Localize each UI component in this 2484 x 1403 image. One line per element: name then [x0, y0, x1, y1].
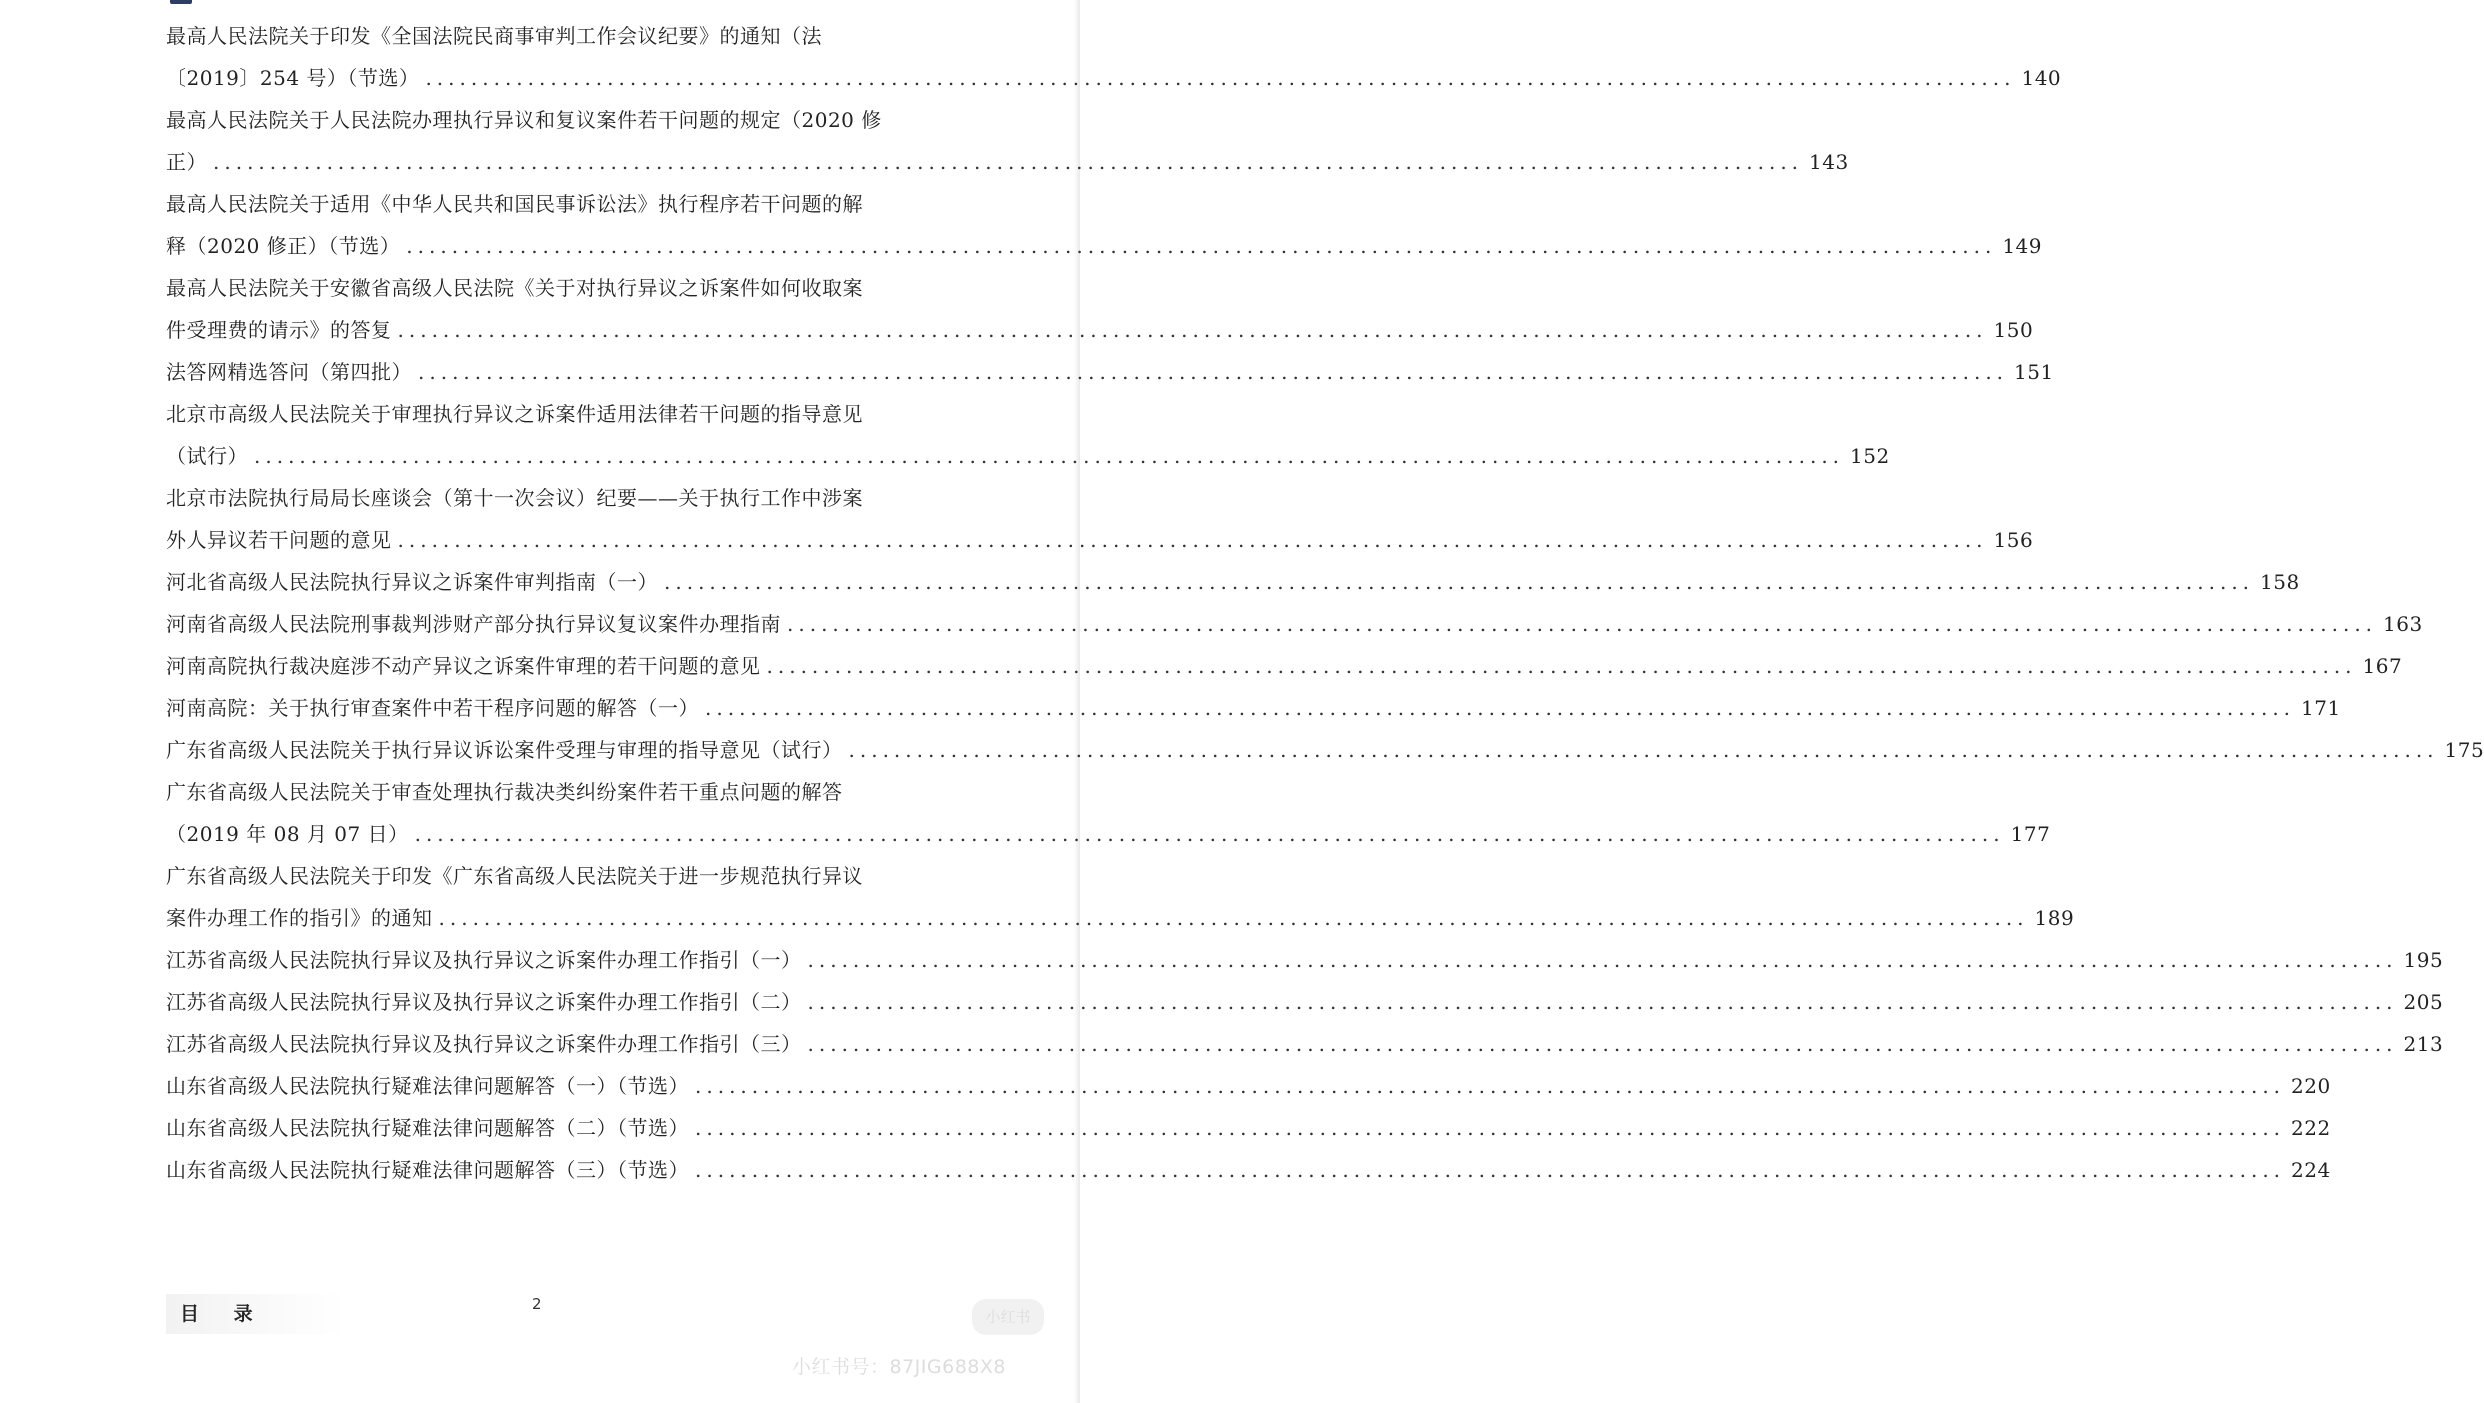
toc-entry-title-line: 〔2019〕254 号）（节选） [166, 66, 420, 90]
table-of-contents [166, 15, 2484, 1191]
toc-entry-leader-row [166, 729, 2484, 771]
dot-leader: ............................................................................................................................................ [397, 528, 1988, 552]
toc-entry-leader-row [166, 351, 2054, 393]
toc-entry-page-number: 205 [2403, 990, 2444, 1014]
toc-entry-leader-row [166, 561, 2300, 603]
header-decoration [170, 0, 192, 4]
dot-leader: ............................................................................................................................................ [695, 1116, 2286, 1140]
toc-entry-title-line: 释（2020 修正）（节选） [166, 234, 401, 258]
toc-entry[interactable] [166, 99, 1849, 183]
toc-entry[interactable] [166, 1023, 2444, 1065]
toc-entry[interactable] [166, 15, 2062, 99]
toc-entry-title-line: 最高人民法院关于人民法院办理执行异议和复议案件若干问题的规定（2020 修 [166, 108, 882, 132]
toc-entry-leader-row [166, 519, 2034, 561]
toc-entry-title-line: （试行） [166, 444, 248, 468]
toc-entry[interactable] [166, 393, 1890, 477]
toc-entry-title-line: （2019 年 08 月 07 日） [166, 822, 409, 846]
toc-entry-page-number: 195 [2403, 948, 2444, 972]
toc-entry[interactable] [166, 855, 2075, 939]
toc-entry-title-line: 河北省高级人民法院执行异议之诉案件审判指南（一） [166, 570, 658, 594]
toc-entry[interactable] [166, 645, 2403, 687]
dot-leader: ............................................................................................................................................ [418, 360, 2009, 384]
toc-entry-page-number: 158 [2260, 570, 2300, 594]
toc-entry-page-number: 152 [1850, 444, 1890, 468]
toc-entry-title-line: 江苏省高级人民法院执行异议及执行异议之诉案件办理工作指引（二） [166, 990, 802, 1014]
toc-entry-title-line: 北京市高级人民法院关于审理执行异议之诉案件适用法律若干问题的指导意见 [166, 402, 863, 426]
toc-entry-leader-row [166, 435, 1890, 477]
toc-entry-leader-row [166, 57, 2062, 99]
dot-leader: ............................................................................................................................................ [705, 696, 2296, 720]
toc-entry-leader-row [166, 1149, 2331, 1191]
dot-leader: ............................................................................................................................................ [397, 318, 1988, 342]
section-title: 目 录 [166, 1294, 346, 1334]
toc-entry-leader-row [166, 813, 2051, 855]
toc-entry-page-number: 222 [2291, 1116, 2331, 1140]
toc-entry-page-number: 140 [2021, 66, 2062, 90]
toc-entry-page-number: 149 [2002, 234, 2042, 258]
toc-entry-title-line: 最高人民法院关于安徽省高级人民法院《关于对执行异议之诉案件如何收取案 [166, 276, 863, 300]
toc-entry-title-line: 正） [166, 150, 207, 174]
toc-entry-title-line: 山东省高级人民法院执行疑难法律问题解答（三）（节选） [166, 1158, 689, 1182]
toc-entry-page-number: 156 [1993, 528, 2034, 552]
toc-entry[interactable] [166, 183, 2042, 267]
toc-entry-leader-row [166, 1023, 2444, 1065]
toc-entry-page-number: 220 [2291, 1074, 2331, 1098]
toc-entry-title-line: 件受理费的请示》的答复 [166, 318, 392, 342]
toc-entry-leader-row [166, 141, 1849, 183]
toc-entry[interactable] [166, 939, 2444, 981]
toc-entry-title-line: 最高人民法院关于适用《中华人民共和国民事诉讼法》执行程序若干问题的解 [166, 192, 863, 216]
toc-entry[interactable] [166, 1065, 2331, 1107]
toc-entry-title-line: 外人异议若干问题的意见 [166, 528, 392, 552]
toc-entry-title-line: 江苏省高级人民法院执行异议及执行异议之诉案件办理工作指引（三） [166, 1032, 802, 1056]
toc-entry-title-line: 法答网精选答问（第四批） [166, 360, 412, 384]
toc-entry-title-line: 北京市法院执行局局长座谈会（第十一次会议）纪要——关于执行工作中涉案 [166, 486, 863, 510]
toc-entry-title-line: 案件办理工作的指引》的通知 [166, 906, 433, 930]
toc-entry[interactable] [166, 1107, 2331, 1149]
toc-entry-title-line: 江苏省高级人民法院执行异议及执行异议之诉案件办理工作指引（一） [166, 948, 802, 972]
toc-entry[interactable] [166, 351, 2054, 393]
toc-entry-leader-row [166, 1065, 2331, 1107]
toc-entry[interactable] [166, 477, 2034, 561]
toc-entry-title-line: 广东省高级人民法院关于印发《广东省高级人民法院关于进一步规范执行异议 [166, 864, 863, 888]
toc-entry-leader-row [166, 1107, 2331, 1149]
toc-entry[interactable] [166, 771, 2051, 855]
toc-entry-page-number: 150 [1993, 318, 2034, 342]
dot-leader: ............................................................................................................................................ [695, 1074, 2286, 1098]
dot-leader: ............................................................................................................................................ [254, 444, 1845, 468]
toc-entry[interactable] [166, 561, 2300, 603]
dot-leader: ............................................................................................................................................ [213, 150, 1804, 174]
toc-entry-page-number: 189 [2034, 906, 2075, 930]
toc-entry-page-number: 177 [2010, 822, 2051, 846]
toc-entry-leader-row [166, 981, 2444, 1023]
toc-entry-title-line: 山东省高级人民法院执行疑难法律问题解答（二）（节选） [166, 1116, 689, 1140]
toc-entry-leader-row [166, 939, 2444, 981]
dot-leader: ............................................................................................................................................ [848, 738, 2439, 762]
toc-entry[interactable] [166, 1149, 2331, 1191]
toc-entry-leader-row [166, 309, 2034, 351]
watermark-id: 小红书号：87JIG688X8 [792, 1356, 1006, 1378]
toc-entry-page-number: 213 [2403, 1032, 2444, 1056]
toc-entry-title-line: 山东省高级人民法院执行疑难法律问题解答（一）（节选） [166, 1074, 689, 1098]
dot-leader: ............................................................................................................................................ [406, 234, 1997, 258]
toc-entry-leader-row [166, 645, 2403, 687]
toc-entry-page-number: 167 [2362, 654, 2403, 678]
toc-entry-leader-row [166, 225, 2042, 267]
toc-entry[interactable] [166, 267, 2034, 351]
toc-entry[interactable] [166, 729, 2484, 771]
dot-leader: ............................................................................................................................................ [438, 906, 2029, 930]
dot-leader: ............................................................................................................................................ [695, 1158, 2286, 1182]
dot-leader: ............................................................................................................................................ [425, 66, 2016, 90]
toc-entry-title-line: 广东省高级人民法院关于审查处理执行裁决类纠纷案件若干重点问题的解答 [166, 780, 843, 804]
toc-entry-page-number: 171 [2301, 696, 2341, 720]
toc-entry[interactable] [166, 603, 2423, 645]
dot-leader: ............................................................................................................................................ [766, 654, 2357, 678]
toc-entry-page-number: 143 [1809, 150, 1849, 174]
toc-entry[interactable] [166, 981, 2444, 1023]
toc-entry-title-line: 河南高院执行裁决庭涉不动产异议之诉案件审理的若干问题的意见 [166, 654, 761, 678]
toc-entry-title-line: 河南高院：关于执行审查案件中若干程序问题的解答（一） [166, 696, 699, 720]
toc-entry-page-number: 175 [2444, 738, 2484, 762]
toc-entry-page-number: 151 [2014, 360, 2054, 384]
page-number: 2 [532, 1295, 542, 1313]
toc-entry-page-number: 224 [2291, 1158, 2331, 1182]
toc-entry-leader-row [166, 603, 2423, 645]
toc-entry-leader-row [166, 897, 2075, 939]
toc-entry-title-line: 广东省高级人民法院关于执行异议诉讼案件受理与审理的指导意见（试行） [166, 738, 843, 762]
toc-entry-leader-row [166, 687, 2341, 729]
dot-leader: ............................................................................................................................................ [807, 948, 2398, 972]
dot-leader: ............................................................................................................................................ [414, 822, 2005, 846]
toc-entry-page-number: 163 [2383, 612, 2423, 636]
toc-entry[interactable] [166, 687, 2341, 729]
dot-leader: ............................................................................................................................................ [807, 1032, 2398, 1056]
dot-leader: ............................................................................................................................................ [787, 612, 2378, 636]
toc-entry-title-line: 河南省高级人民法院刑事裁判涉财产部分执行异议复议案件办理指南 [166, 612, 781, 636]
watermark-badge: 小红书 [972, 1299, 1044, 1335]
dot-leader: ............................................................................................................................................ [664, 570, 2255, 594]
toc-entry-title-line: 最高人民法院关于印发《全国法院民商事审判工作会议纪要》的通知（法 [166, 24, 822, 48]
dot-leader: ............................................................................................................................................ [807, 990, 2398, 1014]
